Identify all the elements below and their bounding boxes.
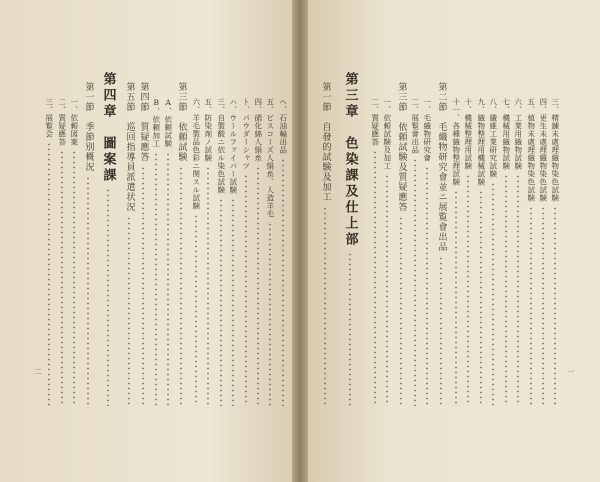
leader-dots — [455, 190, 457, 406]
toc-entry — [343, 72, 357, 410]
leader-dots — [542, 206, 544, 406]
toc-entry — [42, 98, 56, 410]
toc-entry — [380, 98, 394, 410]
toc-entry-title: 二、質疑應答 — [57, 98, 67, 146]
leader-dots — [269, 222, 271, 406]
toc-entry-title: ハ、ウールファイバー試験 — [228, 98, 238, 194]
toc-entry-title: 二、展覧會出品 — [410, 98, 420, 154]
toc-entry-title: 第三節 依頼試験 — [176, 82, 187, 162]
toc-entry-title: 第三章 色染課及仕上部 — [342, 72, 358, 248]
leader-dots — [400, 216, 402, 406]
leader-dots — [207, 166, 209, 406]
leader-dots — [467, 174, 469, 406]
toc-entry — [449, 98, 463, 410]
leader-dots — [426, 166, 428, 406]
toc-entry-title: A、依頼試験 — [163, 98, 173, 148]
toc-entry-title: 四、硝化綿人絹糸 — [253, 98, 263, 162]
toc-entry-title: 第三節 依頼試験及質疑應答 — [396, 82, 407, 212]
leader-dots — [480, 190, 482, 406]
leader-dots — [87, 176, 89, 406]
toc-entry-title: 六、工業用織物試験 — [513, 98, 523, 170]
toc-entry — [536, 98, 550, 410]
toc-entry — [461, 98, 475, 410]
leader-dots — [530, 206, 532, 406]
toc-entry-title: 第四章 圖案課 — [100, 72, 116, 184]
leader-dots — [517, 174, 519, 406]
leader-dots — [107, 188, 109, 406]
leader-dots — [167, 152, 169, 407]
toc-entry — [474, 98, 488, 410]
leader-dots — [232, 198, 234, 406]
toc-entry-title: 第一節 自發的試験及加工 — [320, 82, 331, 202]
toc-entry — [149, 98, 163, 410]
toc-entry-title: 三、精錬未處理織物染色試験 — [550, 98, 560, 202]
toc-entry-title: 九、織物整理用機械試験 — [476, 98, 486, 186]
toc-entry — [486, 98, 500, 410]
toc-entry — [214, 98, 228, 410]
toc-entry — [189, 98, 203, 410]
toc-entry — [161, 98, 175, 410]
toc-entry-title: 第一節 季節別概況 — [83, 82, 94, 172]
toc-entry-title: 六、羊毛製品色彩ニ関スル試験 — [191, 98, 201, 210]
toc-entry — [122, 82, 136, 410]
leader-dots — [554, 206, 556, 406]
toc-entry-title: 三、展覧会 — [44, 98, 54, 138]
leader-dots — [61, 150, 63, 406]
toc-entry — [239, 98, 253, 410]
toc-entry-title: ト、パウダーシャツ — [241, 98, 251, 170]
leader-dots — [73, 150, 75, 406]
toc-entry-title: 四、更生未處理織物染色試験 — [538, 98, 548, 202]
toc-entry-title: B、依頼加工 — [151, 98, 161, 148]
leader-dots — [492, 182, 494, 406]
toc-entry-title: 七、機械用織物試験 — [501, 98, 511, 170]
leader-dots — [142, 166, 144, 406]
toc-entry — [81, 82, 95, 410]
toc-entry — [251, 98, 265, 410]
leader-dots — [324, 206, 326, 406]
leader-dots — [220, 198, 222, 406]
toc-entry-title: 一、依頼試験及加工 — [382, 98, 392, 170]
leader-dots — [155, 152, 157, 407]
toc-entry-title: ヘ、石油輸出品 — [278, 98, 288, 154]
toc-entry-title: 三、自製酸ニ依ル染色試験 — [216, 98, 226, 194]
toc-entry-title: 一、依頼図案 — [69, 98, 79, 146]
toc-entry — [499, 98, 513, 410]
toc-entry-title: 十一、各種織物整理試験 — [451, 98, 461, 186]
toc-entry-title: 二、質疑應答 — [370, 98, 380, 146]
book-gutter — [292, 0, 308, 482]
toc-entry — [276, 98, 290, 410]
leader-dots — [282, 158, 284, 406]
toc-entry-title: 第二節 毛織物研究會並ニ展覧會出品 — [436, 82, 447, 252]
toc-entry-title: 五、ビスコーズ人絹糸、人造羊毛 — [265, 98, 275, 218]
toc-entry-title: 五、防染剤ノ試験 — [203, 98, 213, 162]
leader-dots — [374, 150, 376, 406]
toc-entry — [511, 98, 525, 410]
leader-dots — [349, 252, 351, 406]
toc-entry — [55, 98, 69, 410]
toc-entry — [67, 98, 81, 410]
left-folio: 二 — [34, 368, 42, 375]
leader-dots — [440, 256, 442, 406]
toc-entry — [368, 98, 382, 410]
leader-dots — [386, 174, 388, 406]
leader-dots — [180, 166, 182, 406]
toc-entry-title: 第四節 質疑應答 — [138, 82, 149, 162]
toc-entry-title: 十、機械整理用試験 — [463, 98, 473, 170]
toc-entry-title: 第五節 巡回指導員派遣状況 — [124, 82, 135, 212]
toc-entry — [548, 98, 562, 410]
leader-dots — [128, 216, 130, 406]
leader-dots — [505, 174, 507, 406]
toc-entry — [394, 82, 408, 410]
leader-dots — [195, 214, 197, 406]
toc-entry-title: 五、植物未處理織物染色試験 — [526, 98, 536, 202]
toc-entry — [101, 72, 115, 410]
toc-entry-title: 一、毛織物研究會 — [422, 98, 432, 162]
toc-entry-title: 八、繊維工業研究試験 — [488, 98, 498, 178]
toc-entry — [201, 98, 215, 410]
leader-dots — [414, 158, 416, 406]
leader-dots — [48, 142, 50, 406]
toc-entry — [136, 82, 150, 410]
toc-entry — [174, 82, 188, 410]
toc-entry — [434, 82, 448, 410]
leader-dots — [257, 166, 259, 406]
toc-entry — [408, 98, 422, 410]
leader-dots — [245, 174, 247, 406]
toc-entry — [318, 82, 332, 410]
toc-entry — [420, 98, 434, 410]
toc-entry — [226, 98, 240, 410]
toc-entry — [524, 98, 538, 410]
right-folio: 一 — [567, 368, 575, 375]
toc-entry — [263, 98, 277, 410]
